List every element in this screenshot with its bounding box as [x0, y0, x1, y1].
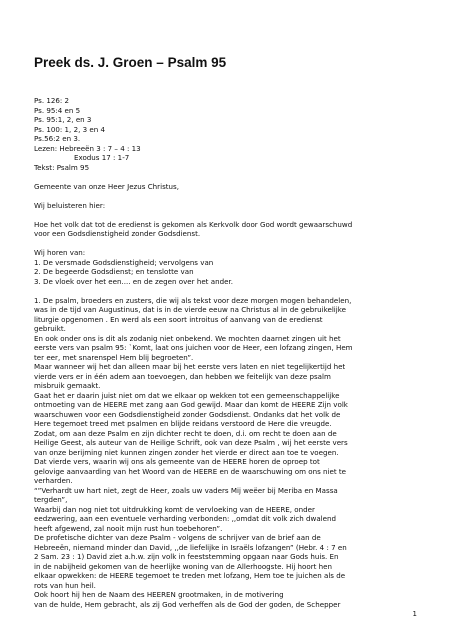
body-line: Ook hoort hij hen de Naam des HEEREN grootmaken, in de motivering	[34, 590, 284, 599]
reading-line: Ps. 100: 1, 2, 3 en 4	[34, 124, 105, 134]
body-line: ter eer, met snarenspel Hem blij begroeten”.	[34, 352, 194, 362]
body-line: tergden”,	[34, 495, 68, 504]
body-line: verharden.	[34, 476, 73, 485]
body-line: waarschuwen voor een Godsdienstigheid zonder Godsdienst. Ondanks dat het volk de	[34, 409, 341, 419]
reading-line: Ps. 95:4 en 5	[34, 105, 81, 115]
body-line: heeft afgewend, zal nooit mijn rust hun toebehoren”.	[34, 523, 223, 533]
outline-list	[34, 248, 418, 286]
intro-line: Wij beluisteren hier:	[34, 200, 106, 210]
body-line: van onze berijming niet kunnen zingen zonder het vierde er direct aan toe te voegen.	[34, 447, 339, 457]
body-line: liturgie opgenomen . En werd als een soort introitus of aanvang van de eredienst	[34, 314, 323, 324]
outline-line: 2. De begeerde Godsdienst; en tenslotte van	[34, 267, 194, 276]
body-line: Hebreeën, niemand minder dan David, ,,de liefelijke in Israëls lofzangen” (Hebr. 4 : 7 en	[34, 542, 347, 552]
body-line: rots van hun heil.	[34, 580, 96, 590]
body-line: gelovige aanvaarding van het Woord van de HEERE en de waarschuwing om ons niet te	[34, 466, 347, 476]
reading-line: Tekst: Psalm 95	[34, 162, 90, 172]
spacer	[34, 191, 418, 201]
paragraph-line: Hoe het volk dat tot de eredienst is gekomen als Kerkvolk door God wordt gewaarschuwd	[34, 219, 353, 229]
body-line: En ook onder ons is dit als zodanig niet onbekend. We mochten daarnet zingen uit het	[34, 333, 341, 343]
body-line: vierde vers er in één adem aan toevoegen, dan hebben we feitelijk van deze psalm	[34, 371, 331, 381]
body-line: De profetische dichter van deze Psalm - volgens de schrijver van de brief aan de	[34, 533, 321, 542]
body-line: Dat vierde vers, waarin wij ons als gemeente van de HEERE horen de oproep tot	[34, 457, 320, 466]
intro-paragraph	[34, 220, 418, 239]
paragraph-line: voor een Godsdienstigheid zonder Godsdienst.	[34, 229, 201, 238]
body-line: van de hulde, Hem gebracht, als zij God verheffen als de God der goden, de Schepper	[34, 599, 341, 609]
reading-line: Ps. 95:1, 2, en 3	[34, 115, 92, 124]
body-line: Here tegemoet treed met psalmen en blijde reidans verstoord de Here die vreugde.	[34, 419, 332, 428]
spacer	[34, 239, 418, 249]
body-line: elkaar opwekken: de HEERE tegemoet te treden met lofzang, Hem toe te juichen als de	[34, 571, 346, 580]
outline-line: Wij horen van:	[34, 248, 86, 257]
greeting: Gemeente van onze Heer Jezus Christus,	[34, 181, 179, 191]
spacer	[34, 172, 418, 182]
body-line: eedzwering, aan een eventuele verharding verbonden: ,,omdat dit volk zich dwalend	[34, 514, 336, 523]
body-line: Gaat het er daarin juist niet om dat we elkaar op wekken tot een gemeenschappelijke	[34, 390, 340, 400]
outline-line: 3. De vloek over het een.... en de zegen over het ander.	[34, 276, 233, 286]
body-line: 2 Sam. 23 : 1) David ziet a.h.w. zijn volk in feeststemming opgaan naar Gods huis. En	[34, 552, 339, 561]
body-line: was in de tijd van Augustinus, dat is in de vierde eeuw na Christus al in de gebruikelijke	[34, 305, 346, 314]
body-line: Maar wanneer wij het dan alleen maar bij het eerste vers laten en niet tegelijkertijd het	[34, 362, 346, 371]
body-line: ontmoeting van de HEERE met zang aan God gewijd. Maar dan komt de HEERE Zijn volk	[34, 400, 348, 409]
body-line: misbruik gemaakt.	[34, 381, 101, 390]
readings-list	[34, 96, 418, 172]
body-line: 1. De psalm, broeders en zusters, die wij als tekst voor deze morgen mogen behandelen,	[34, 295, 352, 305]
spacer	[34, 210, 418, 220]
body-line: “”Verhardt uw hart niet, zegt de Heer, zoals uw vaders Mij weëer bij Meriba en Massa	[34, 485, 338, 495]
reading-line: Ps. 126: 2	[34, 96, 70, 105]
body-line: Zodat, om aan deze Psalm en zijn dichter recht te doen, d.i. om recht te doen aan de	[34, 428, 337, 438]
body-line: Waarbij dan nog niet tot uitdrukking komt de vervloeking van de HEERE, onder	[34, 504, 315, 514]
body-line: in de nabijheid gekomen van de heerlijke woning van de Allerhoogste. Hij hoort hen	[34, 561, 333, 571]
reading-line: Lezen: Hebreeën 3 : 7 – 4 : 13	[34, 143, 141, 153]
spacer	[34, 286, 418, 296]
body-line: gebruikt.	[34, 324, 66, 333]
reading-line: Ps.56:2 en 3.	[34, 134, 81, 143]
reading-line: Exodus 17 : 1-7	[74, 153, 130, 162]
outline-line: 1. De versmade Godsdienstigheid; vervolgens van	[34, 257, 214, 267]
document-content	[34, 96, 418, 609]
sermon-body	[34, 296, 418, 610]
page-title: Preek ds. J. Groen – Psalm 95	[34, 55, 227, 70]
page-number: 1	[412, 610, 417, 618]
body-line: eerste vers van psalm 95: `Komt, laat ons juichen voor de Heer, een lofzang zingen, Hem	[34, 343, 353, 352]
body-line: Heilige Geest, als auteur van de Heilige Schrift, ook van deze Psalm , wij het eerste vers	[34, 438, 348, 447]
